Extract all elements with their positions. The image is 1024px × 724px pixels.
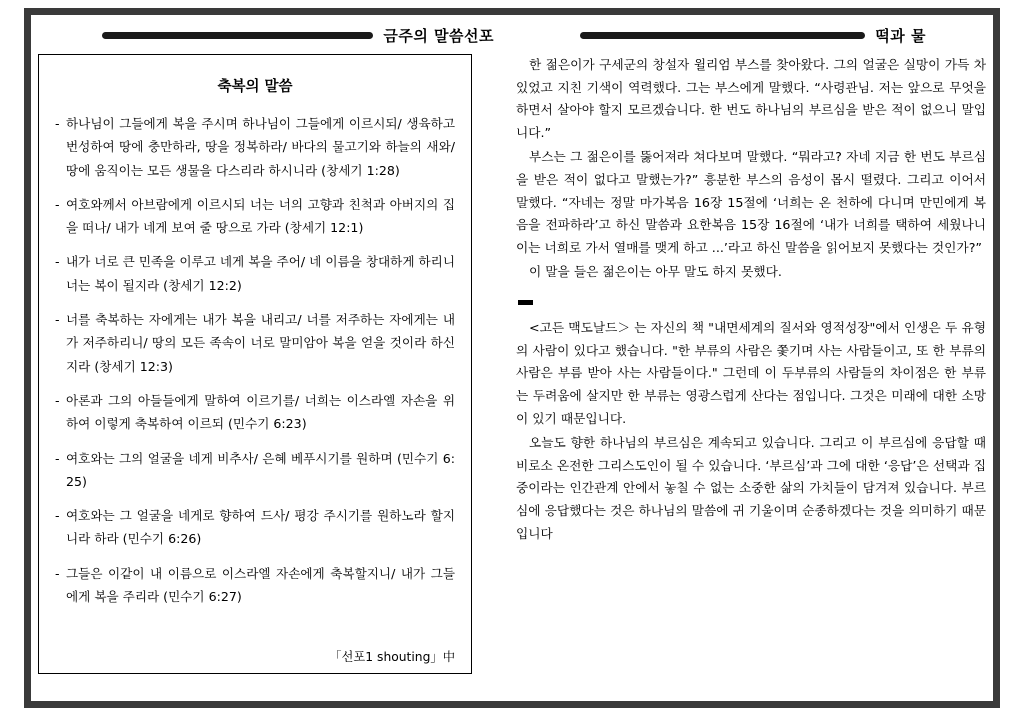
bullet-dash: - bbox=[55, 450, 60, 466]
left-header-title: 금주의 말씀선포 bbox=[383, 26, 494, 45]
list-item bbox=[55, 112, 455, 182]
right-header-title: 떡과 물 bbox=[875, 26, 926, 45]
bullet-dash: - bbox=[55, 392, 60, 408]
paragraph: 이 말을 들은 젊은이는 아무 말도 하지 못했다. bbox=[529, 264, 782, 280]
verse-box-title: 축복의 말씀 bbox=[217, 79, 293, 95]
verse-box bbox=[38, 54, 472, 674]
verse-text: 그들은 이같이 내 이름으로 이스라엘 자손에게 축복할지니/ 내가 그들에게 복을 주리라 (민수기 6:27) bbox=[66, 565, 455, 605]
article-body bbox=[516, 54, 986, 545]
verse-text: 하나님이 그들에게 복을 주시며 하나님이 그들에게 이르시되/ 생육하고 번성하여 땅에 충만하라, 땅을 정복하라/ 바다의 물고기와 하늘의 새와/ 땅에 움직이는 모든 생물을 다스리라 하시니라 (창세기 1:28) bbox=[66, 116, 455, 178]
paragraph: 부스는 그 젊은이를 뚫어져라 쳐다보며 말했다. “뭐라고? 자네 지금 한 번도 부르심을 받은 적이 없다고 말했는가?” 흥분한 부스의 음성이 몹시 떨렸다. 그리고 이어서 말했다. “자네는 정말 마가복음 16장 15절에 ‘너희는 온 천하에 다니며 만민에게 복음을 전파하라’고 하신 말씀과 요한복음 15장 16절에 ‘내가 너희를 택하여 세웠나니 이는 너희로 가서 열매를 맺게 하고 ...’라고 하신 말씀을 읽어보지 못했다는 것인가?” bbox=[516, 149, 986, 255]
list-item bbox=[55, 447, 455, 494]
bullet-dash: - bbox=[55, 254, 60, 270]
right-column bbox=[516, 22, 986, 694]
list-item bbox=[55, 389, 455, 436]
bullet-dash: - bbox=[55, 196, 60, 212]
paragraph: <고든 맥도날드＞ 는 자신의 책 "내면세계의 질서와 영적성장"에서 인생은 두 유형의 사람이 있다고 했습니다. "한 부류의 사람은 쫓기며 사는 사람들이고, 또 한 부류의 사람은 부름 받아 사는 사람들이다." 그런데 이 두부류의 사람들의 차이점은 한 부류는 두려움에 살지만 한 부류는 영광스럽게 산다는 점입니다. 그것은 미래에 대한 소망이 있기 때문입니다. bbox=[516, 320, 986, 426]
left-header-rule bbox=[102, 32, 373, 39]
bullet-dash: - bbox=[55, 312, 60, 328]
bullet-dash: - bbox=[55, 116, 60, 131]
bullet-dash: - bbox=[55, 508, 60, 524]
verse-list bbox=[55, 112, 455, 608]
list-item bbox=[55, 193, 455, 240]
source-citation: 「선포1 shouting」中 bbox=[329, 650, 455, 664]
right-header-rule bbox=[580, 32, 865, 39]
verse-text: 여호와는 그 얼굴을 네게로 향하여 드사/ 평강 주시기를 원하노라 할지니라 하라 (민수기 6:26) bbox=[66, 508, 455, 547]
verse-text: 너를 축복하는 자에게는 내가 복을 내리고/ 너를 저주하는 자에게는 내가 저주하리니/ 땅의 모든 족속이 너로 말미암아 복을 얻을 것이라 하신지라 (창세기 12:3) bbox=[66, 312, 455, 374]
left-column-header bbox=[38, 22, 498, 48]
list-item bbox=[55, 504, 455, 551]
verse-text: 여호와는 그의 얼굴을 네게 비추사/ 은혜 베푸시기를 원하며 (민수기 6:25) bbox=[66, 450, 455, 489]
verse-text: 아론과 그의 아들들에게 말하여 이르기를/ 너희는 이스라엘 자손을 위하여 이렇게 축복하여 이르되 (민수기 6:23) bbox=[66, 392, 455, 432]
paragraph: 오늘도 향한 하나님의 부르심은 계속되고 있습니다. 그리고 이 부르심에 응답할 때 비로소 온전한 그리스도인이 될 수 있습니다. ‘부르심’과 그에 대한 ‘응답’은 선택과 집중이라는 인간관계 안에서 놓칠 수 없는 소중한 삶의 가치들이 담겨져 있습니다. 부르심에 응답했다는 것은 하나님의 말씀에 귀 기울이며 순종하겠다는 것을 의미하기 때문입니다 bbox=[516, 435, 986, 541]
list-item bbox=[55, 562, 455, 609]
two-column-layout bbox=[38, 22, 986, 694]
verse-text: 내가 너로 큰 민족을 이루고 네게 복을 주어/ 네 이름을 창대하게 하리니 너는 복이 될지라 (창세기 12:2) bbox=[66, 254, 455, 293]
list-item bbox=[55, 308, 455, 378]
verse-text: 여호와께서 아브람에게 이르시되 너는 너의 고향과 친척과 아버지의 집을 떠나/ 내가 네게 보여 줄 땅으로 가라 (창세기 12:1) bbox=[66, 196, 455, 236]
list-item bbox=[55, 250, 455, 297]
paragraph: 한 젊은이가 구세군의 창설자 윌리엄 부스를 찾아왔다. 그의 얼굴은 실망이 가득 차 있었고 지친 기색이 역력했다. 그는 부스에게 말했다. “사령관님. 저는 앞으로 무엇을 하면서 살아야 할지 모르겠습니다. 한 번도 하나님의 부르심을 받은 적이 없으니 말입니다.” bbox=[516, 57, 986, 140]
bullet-dash: - bbox=[55, 565, 60, 581]
section-divider-icon bbox=[518, 300, 533, 305]
left-column bbox=[38, 22, 498, 694]
right-column-header bbox=[516, 22, 986, 48]
